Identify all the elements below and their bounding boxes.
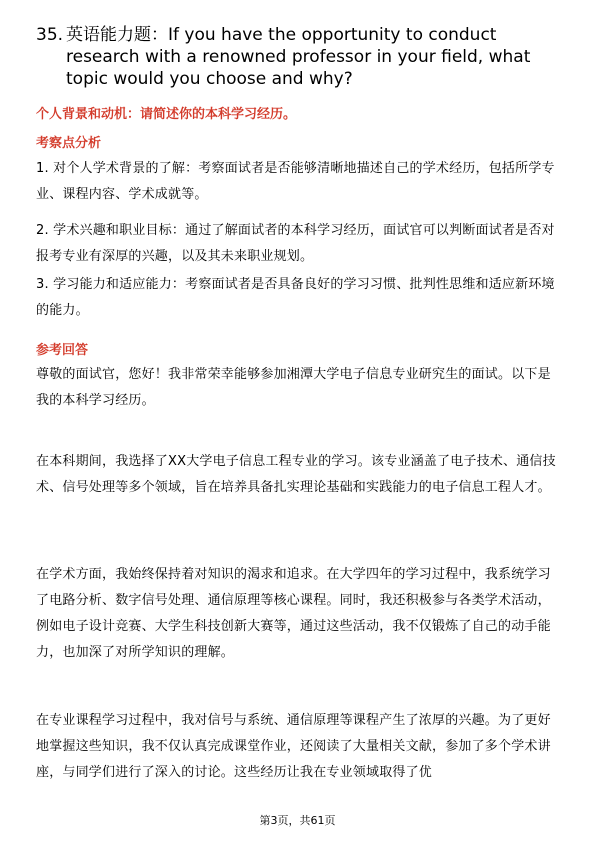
answer-paragraph-1: 尊敬的面试官，您好！我非常荣幸能够参加湘潭大学电子信息专业研究生的面试。以下是我的本科学习经历。: [36, 367, 551, 408]
analysis-point-2: 2. 学术兴趣和职业目标：通过了解面试者的本科学习经历，面试官可以判断面试者是否对报考专业有深厚的兴趣，以及其未来职业规划。: [36, 223, 555, 264]
sub-question: 个人背景和动机：请简述你的本科学习经历。: [36, 107, 297, 122]
analysis-point-3: 3. 学习能力和适应能力：考察面试者是否具备良好的学习习惯、批判性思维和适应新环境的能力。: [36, 277, 555, 318]
analysis-point-1: 1. 对个人学术背景的了解：考察面试者是否能够清晰地描述自己的学术经历，包括所学专业、课程内容、学术成就等。: [36, 161, 555, 202]
answer-paragraph-3: 在学术方面，我始终保持着对知识的渴求和追求。在大学四年的学习过程中，我系统学习了电路分析、数字信号处理、通信原理等核心课程。同时，我还积极参与各类学术活动，例如电子设计竞赛、大学生科技创新大赛等，通过这些活动，我不仅锻炼了自己的动手能力，也加深了对所学知识的理解。: [36, 567, 551, 660]
analysis-heading: 考察点分析: [36, 136, 102, 151]
question-text: 英语能力题：If you have the opportunity to conduct research with a renowned professor in your field, what topic would you choose and why?: [66, 25, 531, 89]
question-number: 35.: [36, 25, 64, 45]
answer-paragraph-2: 在本科期间，我选择了XX大学电子信息工程专业的学习。该专业涵盖了电子技术、通信技术、信号处理等多个领域，旨在培养具备扎实理论基础和实践能力的电子信息工程人才。: [36, 454, 556, 495]
answer-heading: 参考回答: [36, 343, 89, 358]
page-footer: 第3页，共61页: [259, 814, 336, 827]
question-title: [36, 24, 556, 90]
answer-paragraph-4: 在专业课程学习过程中，我对信号与系统、通信原理等课程产生了浓厚的兴趣。为了更好地掌握这些知识，我不仅认真完成课堂作业，还阅读了大量相关文献，参加了多个学术讲座，与同学们进行了深入的讨论。这些经历让我在专业领域取得了优: [36, 713, 551, 780]
